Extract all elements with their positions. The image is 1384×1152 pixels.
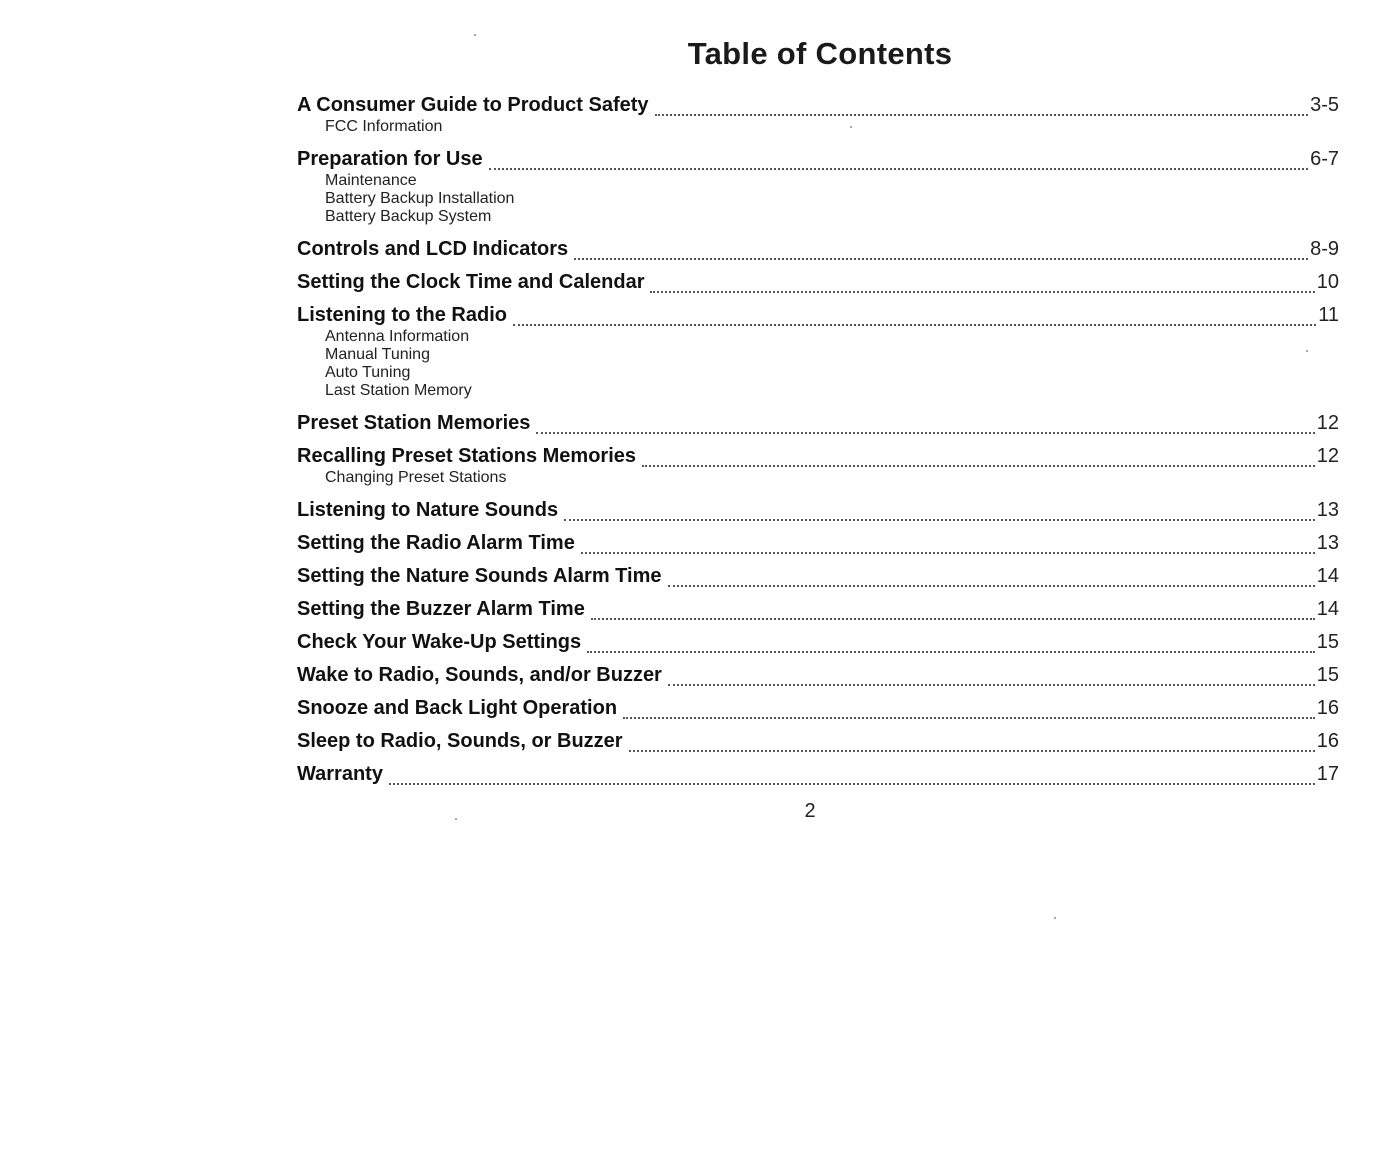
toc-entry — [297, 146, 1339, 226]
toc-subsection: Battery Backup System — [325, 208, 492, 225]
toc-entry-title: Preset Station Memories — [297, 412, 531, 434]
dot-leader — [536, 412, 1314, 434]
toc-entry-page: 16 — [1316, 730, 1339, 752]
toc-entry-page: 13 — [1316, 532, 1339, 554]
toc-entry-line — [297, 596, 1339, 622]
dot-leader — [629, 730, 1315, 752]
toc-entry-page: 15 — [1316, 631, 1339, 653]
toc-subsection: Antenna Information — [325, 328, 470, 345]
toc-entry-title: Recalling Preset Stations Memories — [297, 445, 637, 467]
toc-entry-title: Wake to Radio, Sounds, and/or Buzzer — [297, 664, 662, 686]
toc-subsection: FCC Information — [325, 118, 443, 135]
toc-entry-line — [297, 236, 1339, 262]
dot-leader — [587, 631, 1315, 653]
toc-subsection: Changing Preset Stations — [325, 469, 507, 486]
scan-speck — [850, 126, 852, 128]
toc-subsection: Maintenance — [325, 172, 417, 189]
toc-entry-page: 17 — [1316, 763, 1339, 785]
dot-leader — [650, 271, 1314, 293]
toc-entry-page: 12 — [1316, 445, 1339, 467]
dot-leader — [668, 664, 1315, 686]
dot-leader — [564, 499, 1315, 521]
dot-leader — [591, 598, 1315, 620]
dot-leader — [513, 304, 1316, 326]
dot-leader — [642, 445, 1315, 467]
toc-entry-title: Check Your Wake-Up Settings — [297, 631, 582, 653]
toc-entry — [297, 761, 1339, 787]
page-number: 2 — [804, 800, 816, 822]
toc-entry-title: A Consumer Guide to Product Safety — [297, 94, 649, 116]
toc-entry — [297, 236, 1339, 262]
toc-entry — [297, 728, 1339, 754]
toc-entry-line — [297, 302, 1339, 328]
scan-speck — [1306, 350, 1308, 352]
toc-entry-line — [297, 92, 1339, 118]
toc-entry-page: 3-5 — [1310, 94, 1339, 116]
toc-entry-line — [297, 146, 1339, 172]
toc-entry — [297, 269, 1339, 295]
toc-entry-title: Setting the Buzzer Alarm Time — [297, 598, 585, 620]
scan-speck — [455, 818, 457, 820]
toc-entry — [297, 410, 1339, 436]
toc-entry — [297, 563, 1339, 589]
toc-entry-page: 11 — [1318, 304, 1339, 326]
toc-entry-page: 6-7 — [1310, 148, 1339, 170]
toc-subsection-list — [297, 469, 1339, 487]
toc-entry — [297, 596, 1339, 622]
toc-subsection-list — [297, 172, 1339, 226]
toc-entry-line — [297, 728, 1339, 754]
toc-entry-line — [297, 497, 1339, 523]
toc-entry-title: Sleep to Radio, Sounds, or Buzzer — [297, 730, 623, 752]
dot-leader — [581, 532, 1315, 554]
toc-entry — [297, 695, 1339, 721]
toc-entry-title: Setting the Radio Alarm Time — [297, 532, 575, 554]
toc-entry-title: Preparation for Use — [297, 148, 483, 170]
toc-subsection: Last Station Memory — [325, 382, 472, 399]
dot-leader — [668, 565, 1315, 587]
toc-subsection: Auto Tuning — [325, 364, 411, 381]
toc-entry-title: Setting the Clock Time and Calendar — [297, 271, 645, 293]
toc-subsection: Manual Tuning — [325, 346, 430, 363]
toc-entry-title: Listening to the Radio — [297, 304, 507, 326]
toc-entry-page: 14 — [1316, 565, 1339, 587]
toc-entry-page: 13 — [1316, 499, 1339, 521]
toc-entry — [297, 92, 1339, 136]
toc-entry-line — [297, 563, 1339, 589]
toc-entry — [297, 302, 1339, 400]
toc-entry-page: 10 — [1316, 271, 1339, 293]
toc-entry-page: 15 — [1316, 664, 1339, 686]
toc-entry — [297, 497, 1339, 523]
toc-entry — [297, 530, 1339, 556]
toc-entry-line — [297, 662, 1339, 688]
toc-subsection: Battery Backup Installation — [325, 190, 515, 207]
toc-entry-title: Controls and LCD Indicators — [297, 238, 569, 260]
toc-entry-page: 12 — [1316, 412, 1339, 434]
toc-entry-title: Setting the Nature Sounds Alarm Time — [297, 565, 662, 587]
toc-entry-page: 14 — [1316, 598, 1339, 620]
toc-entry-line — [297, 695, 1339, 721]
toc-entry-line — [297, 410, 1339, 436]
toc-entry-line — [297, 761, 1339, 787]
dot-leader — [655, 94, 1309, 116]
toc-entry — [297, 662, 1339, 688]
dot-leader — [389, 763, 1315, 785]
page-title: Table of Contents — [687, 36, 953, 71]
toc-entry-line — [297, 629, 1339, 655]
scan-speck — [474, 34, 476, 36]
toc-entry — [297, 629, 1339, 655]
toc-subsection-list — [297, 328, 1339, 400]
toc-entry-page: 8-9 — [1310, 238, 1339, 260]
toc-entry-title: Warranty — [297, 763, 383, 785]
scan-speck — [1054, 917, 1056, 919]
toc-entry — [297, 443, 1339, 487]
toc-subsection-list — [297, 118, 1339, 136]
dot-leader — [623, 697, 1315, 719]
toc-entry-title: Snooze and Back Light Operation — [297, 697, 618, 719]
toc-entry-line — [297, 269, 1339, 295]
toc-entry-line — [297, 443, 1339, 469]
dot-leader — [574, 238, 1308, 260]
dot-leader — [489, 148, 1308, 170]
toc-entry-line — [297, 530, 1339, 556]
toc-entry-page: 16 — [1316, 697, 1339, 719]
toc-entry-title: Listening to Nature Sounds — [297, 499, 559, 521]
